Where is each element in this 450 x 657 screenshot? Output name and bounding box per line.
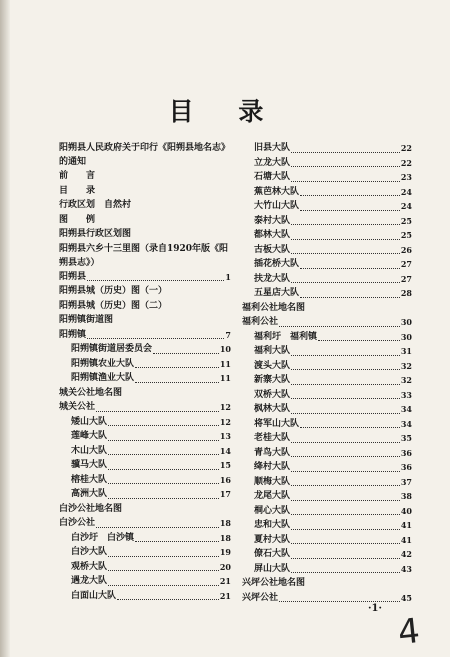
dot-leader — [291, 484, 400, 486]
toc-entry-page: 7 — [225, 329, 231, 340]
toc-entry-title: 龙尾大队 — [254, 491, 291, 501]
toc-entry-title: 泰村大队 — [254, 215, 291, 226]
dot-leader — [291, 238, 400, 240]
toc-entry — [59, 242, 231, 270]
toc-entry — [242, 547, 412, 562]
toc-entry — [242, 417, 412, 432]
toc-entry — [59, 299, 231, 314]
toc-entry-page: 12 — [219, 416, 231, 427]
toc-entry-title: 目 录 — [59, 185, 96, 196]
dot-leader — [135, 366, 219, 368]
toc-entry-title: 前 言 — [59, 171, 96, 181]
toc-entry-page: 37 — [400, 476, 412, 487]
toc-entry — [242, 359, 412, 374]
toc-entry — [59, 371, 231, 386]
toc-entry — [59, 560, 231, 575]
toc-entry-title: 双桥大队 — [254, 389, 291, 400]
toc-entry-title: 扶龙大队 — [254, 273, 291, 284]
toc-left-column — [59, 141, 231, 603]
toc-entry-page: 34 — [400, 404, 412, 414]
toc-entry-page: 30 — [400, 331, 412, 342]
toc-entry-title: 白沙公社 — [59, 518, 96, 528]
toc-entry-page: 23 — [400, 172, 412, 182]
toc-entry-page: 27 — [400, 273, 412, 284]
toc-entry — [59, 313, 231, 328]
toc-entry-title: 五星店大队 — [254, 288, 300, 298]
toc-entry-title: 石塘大队 — [254, 172, 291, 182]
dot-leader — [87, 279, 224, 281]
toc-entry-title: 观桥大队 — [71, 561, 108, 572]
toc-entry-page: 27 — [400, 259, 412, 269]
toc-entry-page: 11 — [219, 358, 231, 369]
toc-entry — [59, 198, 231, 213]
toc-entry-page: 36 — [400, 447, 412, 458]
toc-entry-title: 阳朔县城（历史）图（二） — [59, 300, 168, 311]
toc-entry — [242, 388, 412, 403]
dot-leader — [291, 383, 400, 385]
toc-entry-title: 青鸟大队 — [254, 447, 291, 458]
toc-entry-title: 新寨大队 — [254, 375, 291, 385]
toc-entry-page: 41 — [400, 534, 412, 545]
toc-entry-title: 大竹山大队 — [254, 201, 300, 211]
toc-entry — [242, 199, 412, 214]
page-number: ·1· — [368, 603, 382, 614]
toc-entry — [242, 286, 412, 301]
toc-entry-title: 老桂大队 — [254, 433, 291, 443]
dot-leader — [291, 397, 400, 399]
toc-entry-title: 古板大队 — [254, 244, 291, 255]
toc-entry-title: 渡头大队 — [254, 360, 291, 371]
toc-entry-title: 桐心大队 — [254, 505, 291, 516]
toc-entry — [242, 344, 412, 359]
toc-entry — [242, 475, 412, 490]
dot-leader — [291, 281, 400, 283]
toc-entry-title: 矮山大队 — [71, 416, 108, 427]
toc-entry-title: 福利公社地名图 — [242, 302, 306, 313]
toc-entry-title: 高洲大队 — [71, 489, 108, 499]
dot-leader — [87, 337, 224, 339]
toc-entry — [59, 545, 231, 560]
toc-entry-page: 1 — [225, 271, 231, 282]
toc-entry-title: 福利大队 — [254, 346, 291, 356]
toc-entry-title: 插花桥大队 — [254, 259, 300, 269]
toc-entry-page: 33 — [400, 389, 412, 400]
dot-leader — [291, 571, 400, 573]
toc-entry-page: 21 — [219, 576, 231, 586]
dot-leader — [108, 482, 219, 484]
toc-entry-page: 28 — [400, 288, 412, 298]
toc-entry-page: 18 — [219, 518, 231, 528]
dot-leader — [291, 252, 400, 254]
toc-entry-title: 绛村大队 — [254, 462, 291, 472]
dot-leader — [135, 540, 219, 542]
toc-entry-page: 34 — [400, 418, 412, 429]
toc-entry-title: 阳朔县人民政府关于印行《阳朔县地名志》的通知 — [59, 143, 231, 167]
toc-entry-title: 将军山大队 — [254, 418, 300, 429]
toc-entry — [242, 141, 412, 156]
toc-entry — [59, 328, 231, 343]
dot-leader — [108, 453, 219, 455]
toc-entry-title: 阳朔镇街道图 — [59, 315, 114, 325]
toc-entry-title: 白沙大队 — [71, 547, 108, 557]
dot-leader — [108, 424, 219, 426]
dot-leader — [291, 223, 400, 225]
dot-leader — [300, 194, 400, 196]
toc-entry-title: 旧县大队 — [254, 143, 291, 153]
toc-entry — [242, 533, 412, 548]
dot-leader — [117, 598, 219, 600]
toc-entry — [59, 487, 231, 502]
toc-entry-page: 11 — [219, 373, 231, 383]
toc-entry-page: 15 — [219, 460, 231, 470]
toc-entry-page: 32 — [400, 360, 412, 371]
toc-entry — [242, 272, 412, 287]
toc-entry-title: 都林大队 — [254, 230, 291, 240]
toc-entry — [59, 429, 231, 444]
toc-entry-page: 18 — [219, 532, 231, 543]
toc-entry-page: 16 — [219, 474, 231, 485]
toc-entry — [59, 589, 231, 604]
toc-entry — [242, 460, 412, 475]
toc-entry — [242, 431, 412, 446]
toc-entry — [59, 473, 231, 488]
dot-leader — [135, 381, 219, 383]
toc-entry-page: 25 — [400, 215, 412, 226]
toc-entry — [242, 185, 412, 200]
toc-entry-title: 福利公社 — [242, 317, 279, 327]
dot-leader — [279, 600, 400, 602]
toc-entry-title: 屏山大队 — [254, 563, 291, 574]
toc-entry-title: 阳朔镇农业大队 — [71, 358, 135, 369]
dot-leader — [291, 499, 400, 501]
dot-leader — [108, 468, 219, 470]
toc-entry-page: 21 — [219, 590, 231, 601]
toc-entry-title: 夏村大队 — [254, 534, 291, 545]
dot-leader — [291, 557, 400, 559]
toc-entry — [242, 301, 412, 316]
toc-entry — [242, 591, 412, 606]
toc-entry-page: 25 — [400, 230, 412, 240]
toc-entry-title: 遇龙大队 — [71, 576, 108, 586]
toc-entry — [242, 257, 412, 272]
dot-leader — [300, 296, 400, 298]
toc-entry-title: 阳朔镇 — [59, 329, 87, 340]
toc-entry-page: 24 — [400, 186, 412, 197]
toc-entry-page: 31 — [400, 346, 412, 356]
toc-entry-page: 22 — [400, 157, 412, 168]
page-title: 目 录 — [168, 97, 282, 126]
dot-leader — [291, 470, 400, 472]
dot-leader — [318, 339, 400, 341]
toc-entry-title: 城关公社地名图 — [59, 387, 123, 398]
toc-entry — [59, 357, 231, 372]
toc-entry-page: 38 — [400, 491, 412, 501]
toc-entry — [59, 213, 231, 228]
dot-leader — [96, 410, 219, 412]
toc-entry-title: 榕桂大队 — [71, 474, 108, 485]
toc-entry-page: 26 — [400, 244, 412, 255]
toc-entry-page: 43 — [400, 563, 412, 574]
toc-entry-page: 40 — [400, 505, 412, 516]
toc-entry-title: 白沙公社地名图 — [59, 503, 123, 514]
dot-leader — [291, 513, 400, 515]
toc-entry-title: 骥马大队 — [71, 460, 108, 470]
toc-entry-title: 立龙大队 — [254, 157, 291, 168]
dot-leader — [291, 151, 400, 153]
toc-entry-page: 14 — [219, 445, 231, 456]
toc-entry — [242, 489, 412, 504]
dot-leader — [108, 439, 219, 441]
toc-entry-title: 木山大队 — [71, 445, 108, 456]
dot-leader — [108, 584, 219, 586]
toc-entry-page: 45 — [400, 592, 412, 603]
toc-entry — [242, 402, 412, 417]
toc-entry — [242, 562, 412, 577]
toc-entry — [59, 386, 231, 401]
toc-right-column — [242, 141, 412, 605]
toc-entry-title: 阳朔县六乡十三里图（录自1920年版《阳朔县志》） — [59, 243, 229, 268]
toc-entry — [242, 156, 412, 171]
toc-entry-title: 图 例 — [59, 214, 96, 225]
dot-leader — [291, 412, 400, 414]
toc-entry — [59, 342, 231, 357]
toc-entry-title: 白沙圩 白沙镇 — [71, 532, 135, 543]
toc-entry-page: 41 — [400, 520, 412, 530]
dot-leader — [291, 542, 400, 544]
toc-entry — [59, 400, 231, 415]
toc-entry — [242, 228, 412, 243]
toc-entry-page: 19 — [219, 547, 231, 557]
toc-entry-page: 17 — [219, 489, 231, 499]
toc-entry — [59, 444, 231, 459]
dot-leader — [291, 528, 400, 530]
toc-entry — [242, 315, 412, 330]
toc-entry-title: 阳朔县行政区划图 — [59, 229, 132, 239]
toc-entry — [242, 243, 412, 258]
toc-entry — [242, 214, 412, 229]
toc-entry — [242, 504, 412, 519]
dot-leader — [96, 526, 219, 528]
dot-leader — [108, 569, 219, 571]
toc-entry-title: 兴坪公社地名图 — [242, 578, 306, 588]
toc-entry-page: 13 — [219, 431, 231, 441]
dot-leader — [300, 267, 400, 269]
dot-leader — [300, 426, 400, 428]
toc-entry-title: 行政区划 自然村 — [59, 200, 132, 210]
dot-leader — [291, 354, 400, 356]
dot-leader — [291, 165, 400, 167]
toc-entry — [59, 141, 231, 169]
toc-entry-title: 福利圩 福利镇 — [254, 331, 318, 342]
dot-leader — [300, 209, 400, 211]
toc-entry — [59, 184, 231, 199]
toc-entry — [59, 531, 231, 546]
handwritten-mark: 4 — [395, 610, 422, 654]
dot-leader — [291, 441, 400, 443]
toc-entry — [242, 518, 412, 533]
toc-entry — [59, 502, 231, 517]
toc-entry-title: 顺梅大队 — [254, 476, 291, 487]
toc-entry-title: 莲峰大队 — [71, 431, 108, 441]
toc-entry-page: 12 — [219, 402, 231, 412]
dot-leader — [291, 180, 400, 182]
toc-entry-page: 36 — [400, 462, 412, 472]
toc-entry-title: 蕉芭林大队 — [254, 186, 300, 197]
toc-entry-page: 32 — [400, 375, 412, 385]
toc-entry — [59, 458, 231, 473]
toc-entry — [59, 284, 231, 299]
toc-entry-page: 20 — [219, 561, 231, 572]
dot-leader — [291, 455, 400, 457]
dot-leader — [108, 555, 219, 557]
toc-entry — [242, 170, 412, 185]
toc-entry — [59, 270, 231, 285]
toc-entry — [59, 516, 231, 531]
dot-leader — [279, 325, 400, 327]
toc-entry-title: 阳朔镇渔业大队 — [71, 373, 135, 383]
dot-leader — [108, 497, 219, 499]
toc-entry-page: 35 — [400, 433, 412, 443]
toc-entry-title: 兴坪公社 — [242, 592, 279, 603]
toc-entry-page: 10 — [219, 344, 231, 354]
toc-entry-title: 阳朔镇街道居委员会 — [71, 344, 153, 354]
dot-leader — [153, 352, 219, 354]
toc-entry — [59, 574, 231, 589]
toc-entry — [242, 373, 412, 388]
toc-entry — [242, 330, 412, 345]
toc-entry-page: 42 — [400, 549, 412, 559]
toc-entry — [242, 446, 412, 461]
toc-entry — [59, 415, 231, 430]
toc-entry — [59, 227, 231, 242]
dot-leader — [291, 368, 400, 370]
toc-entry-page: 30 — [400, 317, 412, 327]
toc-entry-page: 24 — [400, 201, 412, 211]
toc-entry-title: 枫林大队 — [254, 404, 291, 414]
toc-entry — [242, 576, 412, 591]
toc-entry-title: 城关公社 — [59, 402, 96, 412]
toc-entry-title: 阳朔县城（历史）图（一） — [59, 286, 168, 296]
toc-entry-page: 22 — [400, 143, 412, 153]
toc-entry-title: 僚石大队 — [254, 549, 291, 559]
toc-entry-title: 阳朔县 — [59, 271, 87, 282]
toc-entry — [59, 169, 231, 184]
toc-entry-title: 忠和大队 — [254, 520, 291, 530]
toc-entry-title: 白面山大队 — [71, 590, 117, 601]
